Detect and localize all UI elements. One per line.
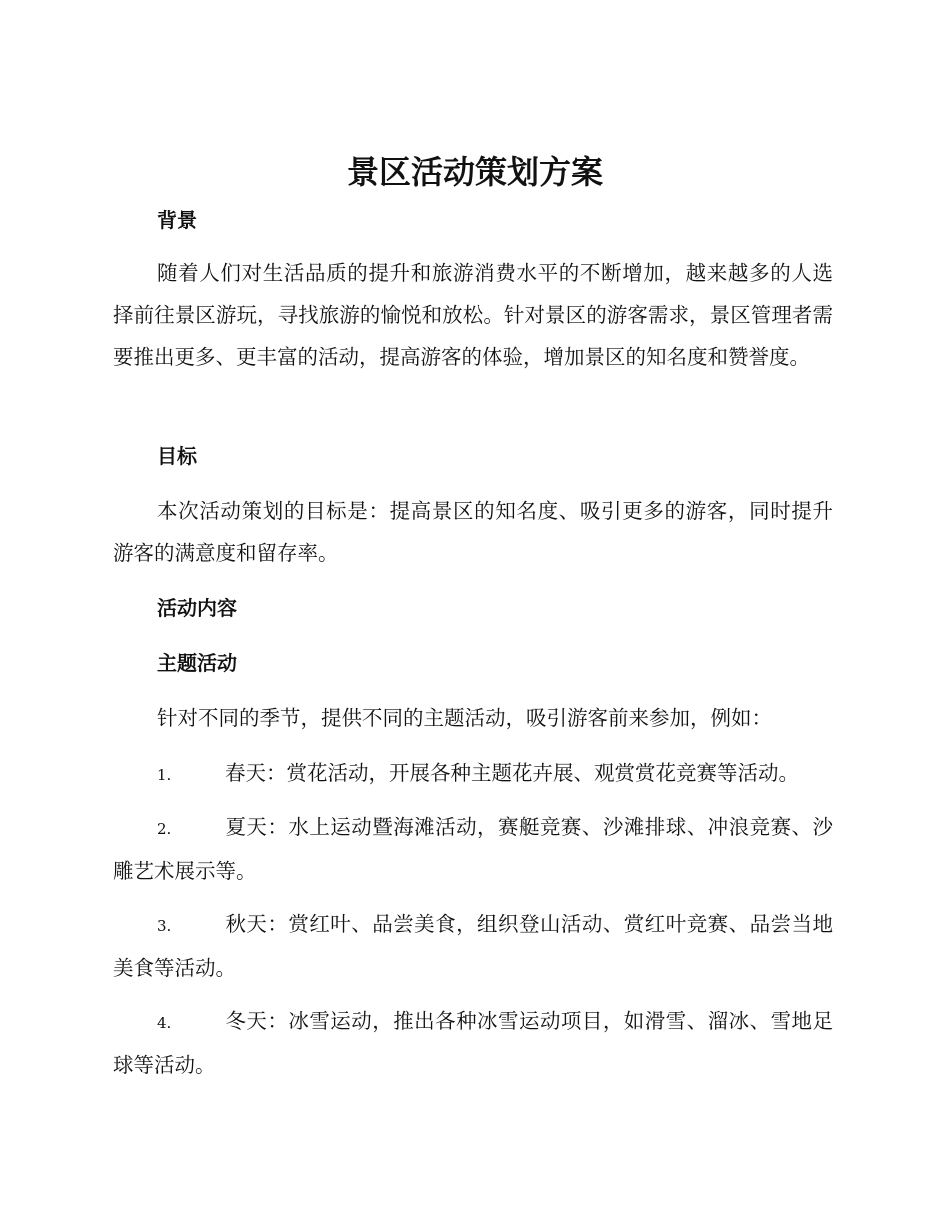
section-heading-goal: 目标	[157, 444, 197, 468]
background-paragraph: 随着人们对生活品质的提升和旅游消费水平的不断增加，越来越多的人选择前往景区游玩，寻找旅游的愉悦和放松。针对景区的游客需求，景区管理者需要推出更多、更丰富的活动，提高游客的体验，增加景区的知名度和赞誉度。	[113, 261, 833, 369]
goal-paragraph: 本次活动策划的目标是：提高景区的知名度、吸引更多的游客，同时提升游客的满意度和留存率。	[113, 499, 833, 565]
list-item-number: 1.	[157, 766, 172, 784]
theme-intro-paragraph: 针对不同的季节，提供不同的主题活动，吸引游客前来参加，例如：	[157, 706, 772, 730]
document-title: 景区活动策划方案	[346, 153, 603, 191]
list-item	[113, 903, 833, 989]
list-item-number: 3.	[157, 917, 172, 935]
section-heading-theme-activity: 主题活动	[157, 651, 237, 675]
list-item-text: 秋天：赏红叶、品尝美食，组织登山活动、赏红叶竞赛、品尝当地美食等活动。	[113, 912, 833, 980]
list-item	[113, 752, 833, 796]
section-heading-activity-content: 活动内容	[157, 596, 237, 620]
list-item-number: 2.	[157, 820, 172, 838]
list-item	[113, 1000, 833, 1086]
list-item-number: 4.	[157, 1014, 172, 1032]
list-item-text: 夏天：水上运动暨海滩活动，赛艇竞赛、沙滩排球、冲浪竞赛、沙雕艺术展示等。	[113, 815, 833, 883]
list-item-text: 冬天：冰雪运动，推出各种冰雪运动项目，如滑雪、溜冰、雪地足球等活动。	[113, 1009, 833, 1077]
list-item-text: 春天：赏花活动，开展各种主题花卉展、观赏赏花竞赛等活动。	[225, 761, 799, 785]
section-heading-background: 背景	[157, 208, 197, 232]
list-item	[113, 806, 833, 892]
